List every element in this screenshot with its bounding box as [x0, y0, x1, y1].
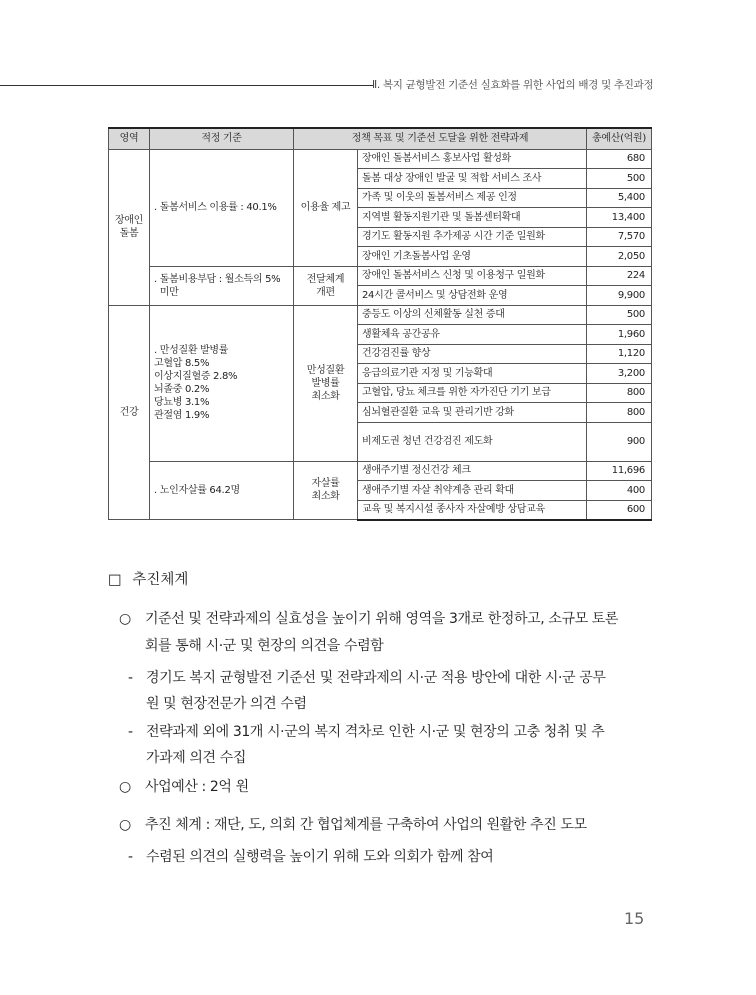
sub-item [128, 720, 658, 770]
budget-cell: 7,570 [587, 227, 652, 247]
goal-cell: 이용율 제고 [294, 149, 358, 266]
budget-cell: 400 [587, 481, 652, 501]
dash-marker: - [128, 724, 133, 740]
budget-table [108, 127, 652, 521]
budget-cell: 800 [587, 403, 652, 423]
budget-cell: 500 [587, 169, 652, 189]
domain-cell: 건강 [109, 305, 150, 520]
sub-line: 수렴된 의견의 실행력을 높이기 위해 도와 의회가 함께 참여 [146, 849, 494, 865]
budget-cell: 500 [587, 305, 652, 325]
bullet-marker: ○ [119, 817, 131, 833]
budget-cell: 11,696 [587, 461, 652, 481]
task-cell: 생활체육 공간공유 [358, 325, 587, 345]
task-cell: 생애주기별 정신건강 체크 [358, 461, 587, 481]
table-header-row [109, 128, 652, 149]
table-row [109, 149, 652, 169]
criterion-cell: . 돌봄서비스 이용률 : 40.1% [150, 149, 294, 266]
task-cell: 지역별 활동지원기관 및 돌봄센터확대 [358, 208, 587, 228]
budget-cell: 9,900 [587, 286, 652, 306]
section-heading [108, 568, 188, 589]
task-cell: 장애인 돌봄서비스 신청 및 이용청구 일원화 [358, 266, 587, 286]
task-cell: 생애주기별 자살 취약계층 관리 확대 [358, 481, 587, 501]
sub-item [128, 666, 658, 716]
section-title: 추진체계 [132, 572, 189, 588]
budget-cell: 2,050 [587, 247, 652, 267]
budget-cell: 1,960 [587, 325, 652, 345]
task-cell: 장애인 기초돌봄사업 운영 [358, 247, 587, 267]
header-domain: 영역 [109, 128, 150, 149]
header-budget: 총예산(억원) [587, 128, 652, 149]
task-cell: 장애인 돌봄서비스 홍보사업 활성화 [358, 149, 587, 169]
task-cell: 비제도권 청년 건강검진 제도화 [358, 422, 587, 461]
task-cell: 교육 및 복지시설 종사자 자살예방 상담교육 [358, 500, 587, 520]
task-cell: 돌봄 대상 장애인 발굴 및 적합 서비스 조사 [358, 169, 587, 189]
task-cell: 중등도 이상의 신체활동 실천 증대 [358, 305, 587, 325]
task-cell: 건강검진률 향상 [358, 344, 587, 364]
running-header: Ⅱ. 복지 균형발전 기준선 실효화를 위한 사업의 배경 및 추진과정 [372, 79, 654, 91]
dash-marker: - [128, 670, 133, 686]
budget-cell: 680 [587, 149, 652, 169]
budget-cell: 800 [587, 383, 652, 403]
bullet-item [119, 774, 659, 800]
table-row [109, 461, 652, 481]
budget-cell: 224 [587, 266, 652, 286]
budget-cell: 900 [587, 422, 652, 461]
bullet-item [119, 812, 659, 838]
bullet-marker: ○ [119, 779, 131, 795]
bullet-line: 사업예산 : 2억 원 [145, 779, 249, 795]
bullet-line: 회를 통해 시·군 및 현장의 의견을 수렴함 [145, 638, 384, 654]
task-cell: 24시간 콜서비스 및 상담전화 운영 [358, 286, 587, 306]
criterion-cell: . 노인자살률 64.2명 [150, 461, 294, 520]
goal-cell: 전달체계 개편 [294, 266, 358, 305]
task-cell: 심뇌혈관질환 교육 및 관리기반 강화 [358, 403, 587, 423]
header-rule [0, 85, 373, 86]
goal-cell: 자살률 최소화 [294, 461, 358, 520]
domain-cell: 장애인 돌봄 [109, 149, 150, 305]
bullet-marker: ○ [119, 611, 131, 627]
sub-line: 경기도 복지 균형발전 기준선 및 전략과제의 시·군 적용 방안에 대한 시·군 공무 [146, 670, 606, 686]
bullet-item [119, 606, 659, 658]
bullet-line: 기준선 및 전략과제의 실효성을 높이기 위해 영역을 3개로 한정하고, 소규모 토론 [145, 611, 619, 627]
sub-line: 원 및 현장전문가 의견 수렴 [146, 696, 307, 712]
criterion-cell: . 만성질환 발병률 고혈압 8.5% 이상지질혈증 2.8% 뇌졸중 0.2% 당뇨병 3.1% 관절염 1.9% [150, 305, 294, 461]
header-criterion: 적정 기준 [150, 128, 294, 149]
task-cell: 응급의료기관 지정 및 기능확대 [358, 364, 587, 384]
sub-line: 가과제 의견 수집 [146, 750, 246, 766]
table-row [109, 305, 652, 325]
bullet-line: 추진 체계 : 재단, 도, 의회 간 협업체계를 구축하여 사업의 원활한 추진 도모 [145, 817, 587, 833]
budget-cell: 1,120 [587, 344, 652, 364]
section-marker: □ [108, 572, 122, 588]
criterion-cell: . 돌봄비용부담 : 월소득의 5% 미만 [150, 266, 294, 305]
task-cell: 경기도 활동지원 추가제공 시간 기준 일원화 [358, 227, 587, 247]
task-cell: 고혈압, 당뇨 체크를 위한 자가진단 기기 보급 [358, 383, 587, 403]
task-cell: 가족 및 이웃의 돌봄서비스 제공 인정 [358, 188, 587, 208]
budget-cell: 3,200 [587, 364, 652, 384]
dash-marker: - [128, 849, 133, 865]
budget-cell: 13,400 [587, 208, 652, 228]
header-strategy: 정책 목표 및 기준선 도달을 위한 전략과제 [294, 128, 587, 149]
table-row [109, 266, 652, 286]
sub-line: 전략과제 외에 31개 시·군의 복지 격차로 인한 시·군 및 현장의 고충 청취 및 추 [146, 724, 605, 740]
goal-cell: 만성질환 발병률 최소화 [294, 305, 358, 461]
page-number: 15 [624, 909, 645, 928]
budget-cell: 600 [587, 500, 652, 520]
budget-cell: 5,400 [587, 188, 652, 208]
sub-item [128, 845, 658, 871]
